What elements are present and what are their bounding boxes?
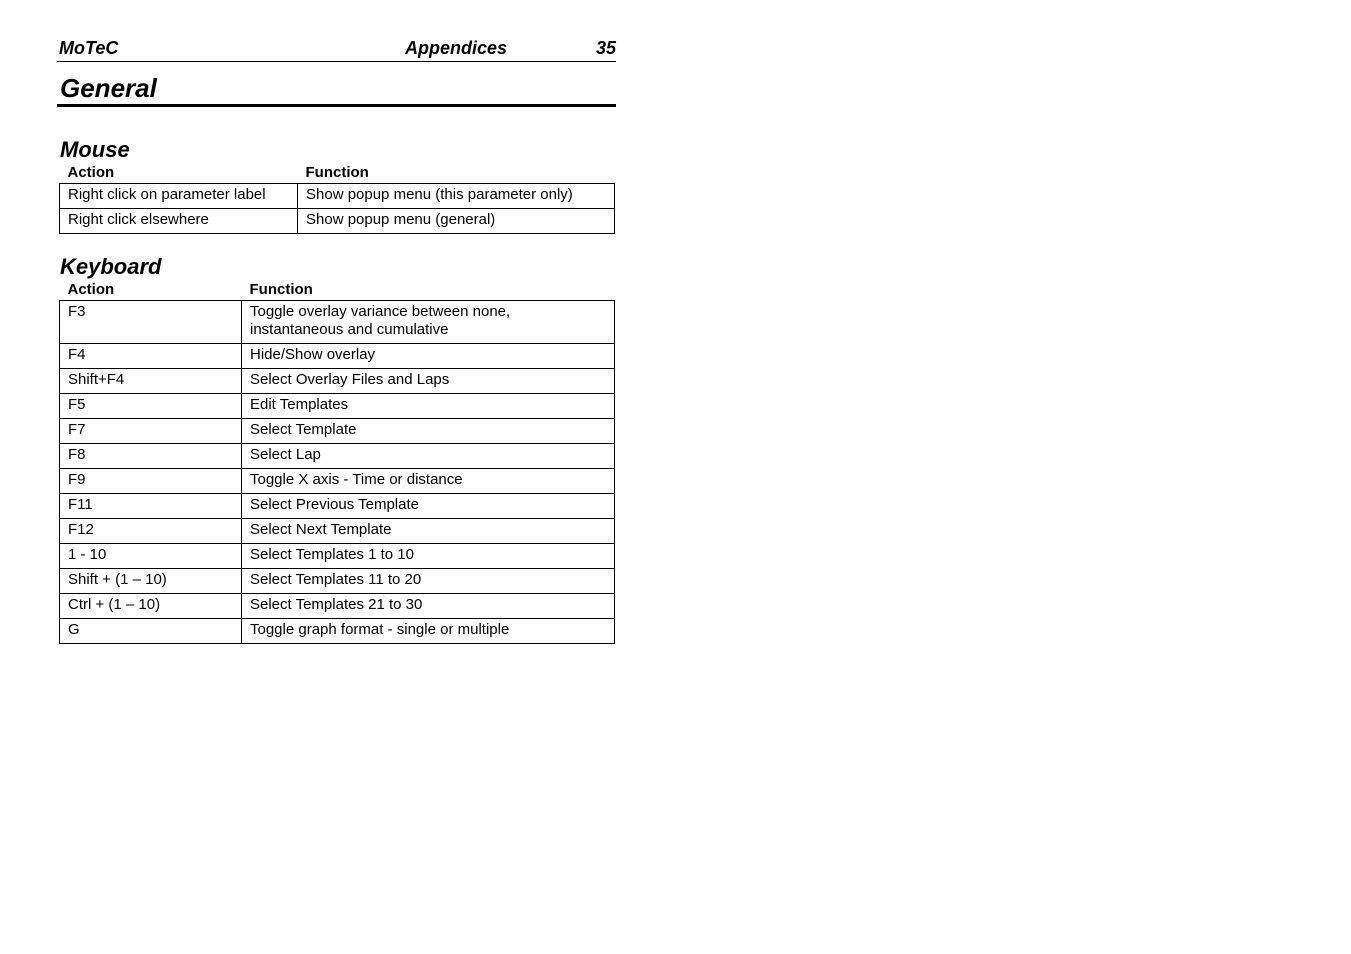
column-header-function: Function [249,281,313,298]
action-cell: F3 [60,301,242,344]
function-cell: Toggle X axis - Time or distance [242,469,615,494]
keyboard-shortcuts-table [59,280,615,644]
function-cell: Select Overlay Files and Laps [242,369,615,394]
document-page [57,36,616,644]
table-row [60,469,615,494]
table-header-row [60,163,615,184]
function-cell: Select Template [242,419,615,444]
mouse-heading: Mouse [60,137,130,162]
header-page-number: 35 [595,38,616,58]
table-row [60,594,615,619]
table-row [60,301,615,344]
mouse-shortcuts-table [59,163,615,234]
function-cell: Select Templates 1 to 10 [242,544,615,569]
running-header [57,36,616,62]
function-cell: Show popup menu (this parameter only) [298,184,615,209]
action-cell: F4 [60,344,242,369]
header-brand: MoTeC [59,38,119,58]
action-cell: Right click elsewhere [60,209,298,234]
action-cell: Right click on parameter label [60,184,298,209]
action-cell: Shift + (1 – 10) [60,569,242,594]
section-title: General [57,62,616,107]
keyboard-heading: Keyboard [60,254,162,279]
function-cell: Select Templates 11 to 20 [242,569,615,594]
table-row [60,209,615,234]
table-row [60,619,615,644]
action-cell: F9 [60,469,242,494]
column-header-action: Action [67,281,115,298]
action-cell: F7 [60,419,242,444]
table-row [60,494,615,519]
action-cell: Ctrl + (1 – 10) [60,594,242,619]
function-cell: Select Next Template [242,519,615,544]
function-cell: Select Templates 21 to 30 [242,594,615,619]
column-header-action: Action [67,164,115,181]
function-cell: Select Lap [242,444,615,469]
table-row [60,444,615,469]
action-cell: F11 [60,494,242,519]
function-cell: Select Previous Template [242,494,615,519]
action-cell: Shift+F4 [60,369,242,394]
header-chapter: Appendices [405,38,508,58]
function-cell: Edit Templates [242,394,615,419]
table-row [60,569,615,594]
function-cell: Show popup menu (general) [298,209,615,234]
function-cell: Toggle overlay variance between none, instantaneous and cumulative [242,301,615,344]
table-row [60,184,615,209]
table-row [60,394,615,419]
action-cell: 1 - 10 [60,544,242,569]
action-cell: G [60,619,242,644]
table-header-row [60,280,615,301]
table-row [60,544,615,569]
action-cell: F12 [60,519,242,544]
table-row [60,519,615,544]
action-cell: F8 [60,444,242,469]
action-cell: F5 [60,394,242,419]
function-cell: Hide/Show overlay [242,344,615,369]
function-cell: Toggle graph format - single or multiple [242,619,615,644]
table-row [60,344,615,369]
table-row [60,419,615,444]
column-header-function: Function [305,164,369,181]
table-row [60,369,615,394]
